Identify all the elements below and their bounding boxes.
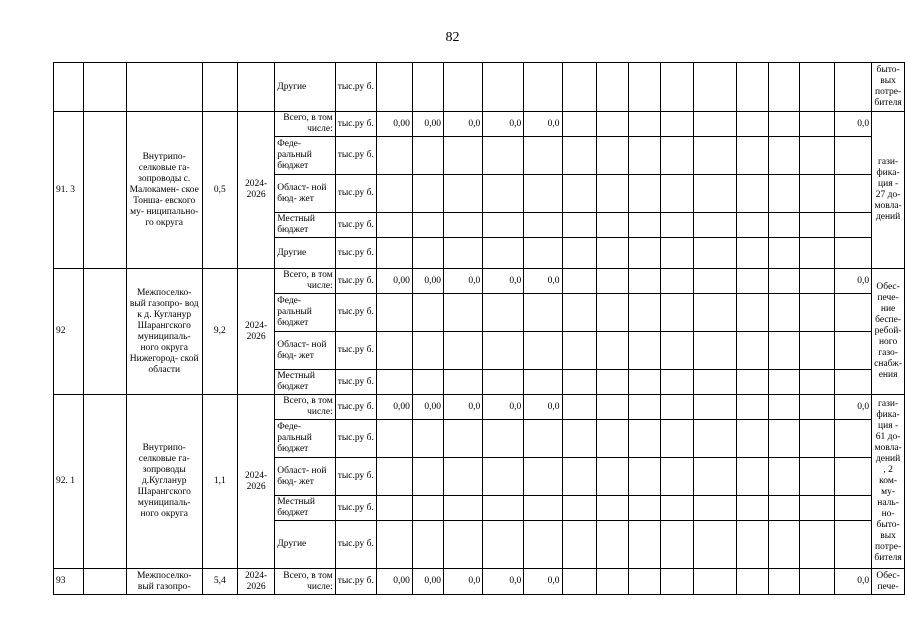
source-value-cell — [412, 370, 443, 395]
table-row — [54, 112, 905, 137]
total-value-cell: 0,0 — [524, 269, 562, 294]
source-value-cell — [376, 294, 412, 332]
source-value-cell — [562, 332, 597, 370]
source-value-cell — [412, 213, 443, 238]
source-value-cell — [660, 370, 694, 395]
last-value-cell: 0,0 — [524, 569, 562, 595]
total-value-cell — [628, 269, 660, 294]
row-code-cell — [83, 112, 126, 269]
source-value-cell — [444, 213, 483, 238]
source-value-cell — [628, 213, 660, 238]
source-value-cell — [834, 496, 871, 521]
source-value-cell — [444, 294, 483, 332]
source-value-cell — [524, 420, 562, 458]
source-value-cell — [444, 458, 483, 496]
source-value-cell — [737, 458, 769, 496]
source-value-cell — [628, 458, 660, 496]
top-value-cell — [628, 63, 660, 112]
last-value-cell — [562, 569, 597, 595]
source-value-cell — [660, 420, 694, 458]
row-number-cell: 91. 3 — [54, 112, 84, 269]
total-value-cell — [800, 112, 835, 137]
source-value-cell — [800, 137, 835, 175]
source-value-cell — [412, 458, 443, 496]
last-value-cell: 0,0 — [834, 569, 871, 595]
source-value-cell — [562, 496, 597, 521]
row-number-cell: 93 — [54, 569, 84, 595]
source-value-cell — [769, 294, 800, 332]
source-value-cell — [524, 521, 562, 569]
top-value-cell — [524, 63, 562, 112]
unit-cell: тыс.ру б. — [335, 395, 376, 420]
unit-cell: тыс.ру б. — [335, 112, 376, 137]
source-value-cell — [597, 213, 629, 238]
period-cell: 2024- 2026 — [238, 395, 275, 569]
top-value-cell — [597, 63, 629, 112]
top-value-cell — [737, 63, 769, 112]
total-value-cell: 0,00 — [412, 395, 443, 420]
source-value-cell — [628, 496, 660, 521]
funding-source-cell: Местный бюджет — [275, 496, 336, 521]
total-value-cell: 0,00 — [376, 112, 412, 137]
length-cell: 1,1 — [202, 395, 237, 569]
funding-source-cell: Всего, в том числе: — [275, 112, 336, 137]
unit-cell: тыс.ру б. — [335, 458, 376, 496]
source-value-cell — [800, 521, 835, 569]
source-value-cell — [412, 420, 443, 458]
top-value-cell — [800, 63, 835, 112]
source-value-cell — [628, 137, 660, 175]
source-value-cell — [769, 175, 800, 213]
source-value-cell — [444, 420, 483, 458]
source-value-cell — [524, 213, 562, 238]
row-code-cell — [83, 395, 126, 569]
source-value-cell — [660, 238, 694, 269]
source-value-cell — [834, 420, 871, 458]
total-value-cell: 0,0 — [444, 269, 483, 294]
source-value-cell — [562, 370, 597, 395]
source-value-cell — [694, 238, 737, 269]
source-value-cell — [694, 370, 737, 395]
source-value-cell — [737, 213, 769, 238]
source-value-cell — [444, 332, 483, 370]
source-value-cell — [483, 175, 524, 213]
source-value-cell — [444, 238, 483, 269]
source-value-cell — [769, 496, 800, 521]
source-value-cell — [444, 496, 483, 521]
funding-source-cell: Всего, в том числе: — [275, 395, 336, 420]
source-value-cell — [769, 213, 800, 238]
funding-source-cell: Област- ной бюд- жет — [275, 175, 336, 213]
source-value-cell — [597, 175, 629, 213]
source-value-cell — [483, 458, 524, 496]
funding-source-cell: Местный бюджет — [275, 213, 336, 238]
source-value-cell — [800, 420, 835, 458]
unit-cell: тыс.ру б. — [335, 294, 376, 332]
unit-cell: тыс.ру б. — [335, 175, 376, 213]
source-value-cell — [562, 238, 597, 269]
unit-cell: тыс.ру б. — [335, 137, 376, 175]
total-value-cell — [694, 395, 737, 420]
unit-cell: тыс.ру б. — [335, 213, 376, 238]
last-value-cell — [800, 569, 835, 595]
unit-cell: тыс.ру б. — [335, 332, 376, 370]
table-body — [54, 63, 905, 595]
period-cell: 2024- 2026 — [238, 269, 275, 395]
source-value-cell — [769, 370, 800, 395]
funding-source-cell: Феде- ральный бюджет — [275, 420, 336, 458]
table-row — [54, 569, 905, 595]
source-value-cell — [524, 137, 562, 175]
total-value-cell: 0,0 — [483, 269, 524, 294]
source-value-cell — [737, 238, 769, 269]
total-value-cell: 0,0 — [834, 112, 871, 137]
source-value-cell — [376, 370, 412, 395]
funding-source-cell: Всего, в том числе: — [275, 269, 336, 294]
source-value-cell — [694, 458, 737, 496]
unit-cell: тыс.ру б. — [335, 238, 376, 269]
source-value-cell — [483, 420, 524, 458]
source-value-cell — [376, 213, 412, 238]
source-value-cell — [483, 213, 524, 238]
source-value-cell — [694, 137, 737, 175]
source-value-cell — [694, 332, 737, 370]
source-value-cell — [737, 175, 769, 213]
funding-source-cell: Феде- ральный бюджет — [275, 294, 336, 332]
source-value-cell — [483, 521, 524, 569]
source-value-cell — [412, 496, 443, 521]
total-value-cell — [737, 112, 769, 137]
total-value-cell — [597, 269, 629, 294]
source-value-cell — [597, 420, 629, 458]
source-value-cell — [597, 238, 629, 269]
source-value-cell — [694, 175, 737, 213]
length-cell: 0,5 — [202, 112, 237, 269]
source-value-cell — [483, 238, 524, 269]
funding-source-cell: Другие — [275, 238, 336, 269]
total-value-cell: 0,0 — [483, 395, 524, 420]
row-number-cell — [54, 63, 84, 112]
source-value-cell — [376, 137, 412, 175]
source-value-cell — [800, 370, 835, 395]
source-value-cell — [769, 137, 800, 175]
total-value-cell — [597, 395, 629, 420]
source-value-cell — [562, 175, 597, 213]
source-value-cell — [597, 458, 629, 496]
length-cell: 9,2 — [202, 269, 237, 395]
source-value-cell — [800, 294, 835, 332]
source-value-cell — [483, 496, 524, 521]
source-value-cell — [562, 137, 597, 175]
source-value-cell — [597, 137, 629, 175]
top-value-cell — [444, 63, 483, 112]
top-value-cell — [412, 63, 443, 112]
source-value-cell — [562, 458, 597, 496]
total-value-cell: 0,00 — [412, 112, 443, 137]
last-value-cell: 0,00 — [376, 569, 412, 595]
source-value-cell — [376, 458, 412, 496]
source-value-cell — [834, 238, 871, 269]
source-value-cell — [444, 370, 483, 395]
top-value-cell — [694, 63, 737, 112]
source-value-cell — [376, 332, 412, 370]
source-value-cell — [376, 521, 412, 569]
page-number: 82 — [445, 30, 460, 45]
total-value-cell — [660, 112, 694, 137]
funding-source-cell: Област- ной бюд- жет — [275, 458, 336, 496]
top-value-cell — [376, 63, 412, 112]
source-value-cell — [834, 458, 871, 496]
total-value-cell: 0,0 — [524, 112, 562, 137]
total-value-cell — [800, 269, 835, 294]
total-value-cell: 0,0 — [483, 112, 524, 137]
source-value-cell — [444, 521, 483, 569]
last-value-cell — [597, 569, 629, 595]
top-value-cell — [834, 63, 871, 112]
source-value-cell — [800, 332, 835, 370]
object-name-cell: Межпоселко- вый газопро- вод к д. Кугланур Шарангского муниципаль- ного округа Нижегород- ской области — [126, 269, 202, 395]
total-value-cell — [597, 112, 629, 137]
source-value-cell — [376, 238, 412, 269]
source-value-cell — [694, 521, 737, 569]
source-value-cell — [800, 175, 835, 213]
source-value-cell — [834, 137, 871, 175]
total-value-cell: 0,00 — [412, 269, 443, 294]
source-value-cell — [376, 496, 412, 521]
source-value-cell — [800, 496, 835, 521]
object-name-cell: Внутрипо- селковые га- зопроводы с. Малокамен- ское Тоншa- евского му- ниципально- го округа — [126, 112, 202, 269]
source-value-cell — [769, 458, 800, 496]
source-value-cell — [483, 137, 524, 175]
table-row — [54, 395, 905, 420]
total-value-cell — [660, 269, 694, 294]
source-value-cell — [834, 294, 871, 332]
last-value-cell — [769, 569, 800, 595]
result-cell: гази- фика- ция - 27 до- мовла- дений — [872, 112, 905, 269]
source-value-cell — [412, 238, 443, 269]
last-value-cell: 0,00 — [412, 569, 443, 595]
source-value-cell — [562, 521, 597, 569]
source-value-cell — [628, 420, 660, 458]
total-value-cell: 0,0 — [444, 112, 483, 137]
source-value-cell — [800, 458, 835, 496]
result-cell: Обес- пече- ние беспе- ребой- ного газо- снабж- ения — [872, 269, 905, 395]
source-value-cell — [597, 496, 629, 521]
total-value-cell: 0,00 — [376, 395, 412, 420]
last-value-cell — [694, 569, 737, 595]
source-value-cell — [524, 294, 562, 332]
total-value-cell — [800, 395, 835, 420]
source-value-cell — [412, 294, 443, 332]
funding-source-cell: Другие — [275, 521, 336, 569]
period-cell — [238, 63, 275, 112]
period-cell: 2024- 2026 — [238, 112, 275, 269]
total-value-cell — [562, 269, 597, 294]
source-value-cell — [660, 458, 694, 496]
source-value-cell — [660, 332, 694, 370]
total-value-cell — [562, 112, 597, 137]
source-value-cell — [737, 294, 769, 332]
source-value-cell — [376, 175, 412, 213]
result-cell: быто- вых потре- бителя — [872, 63, 905, 112]
length-cell — [202, 63, 237, 112]
source-value-cell — [834, 213, 871, 238]
source-value-cell — [737, 137, 769, 175]
source-value-cell — [834, 175, 871, 213]
unit-cell: тыс.ру б. — [335, 496, 376, 521]
source-value-cell — [660, 137, 694, 175]
source-value-cell — [412, 521, 443, 569]
unit-cell: тыс.ру б. — [335, 420, 376, 458]
source-value-cell — [597, 521, 629, 569]
source-value-cell — [524, 496, 562, 521]
row-code-cell — [83, 269, 126, 395]
source-value-cell — [562, 420, 597, 458]
last-value-cell — [628, 569, 660, 595]
source-value-cell — [524, 370, 562, 395]
source-value-cell — [660, 175, 694, 213]
source-value-cell — [597, 332, 629, 370]
row-code-cell — [83, 63, 126, 112]
source-value-cell — [483, 332, 524, 370]
source-value-cell — [694, 420, 737, 458]
source-value-cell — [800, 238, 835, 269]
last-value-cell — [660, 569, 694, 595]
source-value-cell — [800, 213, 835, 238]
source-value-cell — [562, 294, 597, 332]
source-value-cell — [524, 458, 562, 496]
total-value-cell: 0,0 — [444, 395, 483, 420]
row-number-cell: 92 — [54, 269, 84, 395]
total-value-cell — [769, 112, 800, 137]
table-row — [54, 269, 905, 294]
total-value-cell: 0,0 — [524, 395, 562, 420]
source-value-cell — [660, 294, 694, 332]
unit-cell: тыс.ру б. — [335, 269, 376, 294]
result-cell: гази- фика- ция - 61 до- мовла- дений , 2 ком- му- наль- но- быто- вых потре- бителя — [872, 395, 905, 569]
last-value-cell — [737, 569, 769, 595]
funding-source-cell: Феде- ральный бюджет — [275, 137, 336, 175]
source-value-cell — [562, 213, 597, 238]
source-value-cell — [694, 294, 737, 332]
source-value-cell — [376, 420, 412, 458]
source-value-cell — [834, 521, 871, 569]
result-cell: Обес- пече- — [872, 569, 905, 595]
total-value-cell — [694, 112, 737, 137]
source-value-cell — [412, 175, 443, 213]
source-value-cell — [483, 370, 524, 395]
source-value-cell — [628, 294, 660, 332]
source-value-cell — [737, 420, 769, 458]
funding-source-cell: Област- ной бюд- жет — [275, 332, 336, 370]
total-value-cell — [660, 395, 694, 420]
total-value-cell: 0,00 — [376, 269, 412, 294]
source-value-cell — [628, 332, 660, 370]
object-name-cell: Межпоселко- вый газопро- — [126, 569, 202, 595]
source-value-cell — [444, 137, 483, 175]
source-value-cell — [769, 521, 800, 569]
source-value-cell — [769, 238, 800, 269]
total-value-cell — [737, 395, 769, 420]
source-value-cell — [694, 496, 737, 521]
unit-cell: тыс.ру б. — [335, 569, 376, 595]
total-value-cell: 0,0 — [834, 395, 871, 420]
source-value-cell — [628, 238, 660, 269]
source-value-cell — [769, 332, 800, 370]
object-name-cell — [126, 63, 202, 112]
source-value-cell — [524, 332, 562, 370]
unit-cell: тыс.ру б. — [335, 521, 376, 569]
unit-cell: тыс.ру б. — [335, 63, 376, 112]
total-value-cell: 0,0 — [834, 269, 871, 294]
total-value-cell — [769, 395, 800, 420]
source-value-cell — [834, 370, 871, 395]
top-value-cell — [769, 63, 800, 112]
length-cell: 5,4 — [202, 569, 237, 595]
total-value-cell — [628, 112, 660, 137]
source-value-cell — [660, 496, 694, 521]
source-value-cell — [524, 175, 562, 213]
source-value-cell — [524, 238, 562, 269]
funding-source-cell: Всего, в том числе: — [275, 569, 336, 595]
funding-source-cell: Местный бюджет — [275, 370, 336, 395]
source-value-cell — [737, 496, 769, 521]
source-value-cell — [412, 137, 443, 175]
total-value-cell — [737, 269, 769, 294]
source-value-cell — [444, 175, 483, 213]
top-value-cell — [562, 63, 597, 112]
source-value-cell — [660, 521, 694, 569]
row-code-cell — [83, 569, 126, 595]
last-value-cell: 0,0 — [483, 569, 524, 595]
source-value-cell — [694, 213, 737, 238]
top-value-cell — [483, 63, 524, 112]
source-value-cell — [628, 175, 660, 213]
source-value-cell — [737, 370, 769, 395]
source-value-cell — [628, 521, 660, 569]
total-value-cell — [694, 269, 737, 294]
source-value-cell — [412, 332, 443, 370]
top-value-cell — [660, 63, 694, 112]
source-value-cell — [737, 332, 769, 370]
source-value-cell — [660, 213, 694, 238]
source-value-cell — [483, 294, 524, 332]
table-row — [54, 63, 905, 112]
total-value-cell — [628, 395, 660, 420]
last-value-cell: 0,0 — [444, 569, 483, 595]
source-value-cell — [597, 294, 629, 332]
investment-program-table — [53, 62, 905, 595]
source-value-cell — [834, 332, 871, 370]
total-value-cell — [769, 269, 800, 294]
unit-cell: тыс.ру б. — [335, 370, 376, 395]
object-name-cell: Внутрипо- селковые га- зопроводы д.Кугланур Шарангского муниципаль- ного округа — [126, 395, 202, 569]
funding-source-cell: Другие — [275, 63, 336, 112]
row-number-cell: 92. 1 — [54, 395, 84, 569]
source-value-cell — [628, 370, 660, 395]
source-value-cell — [737, 521, 769, 569]
period-cell: 2024- 2026 — [238, 569, 275, 595]
total-value-cell — [562, 395, 597, 420]
source-value-cell — [769, 420, 800, 458]
source-value-cell — [597, 370, 629, 395]
